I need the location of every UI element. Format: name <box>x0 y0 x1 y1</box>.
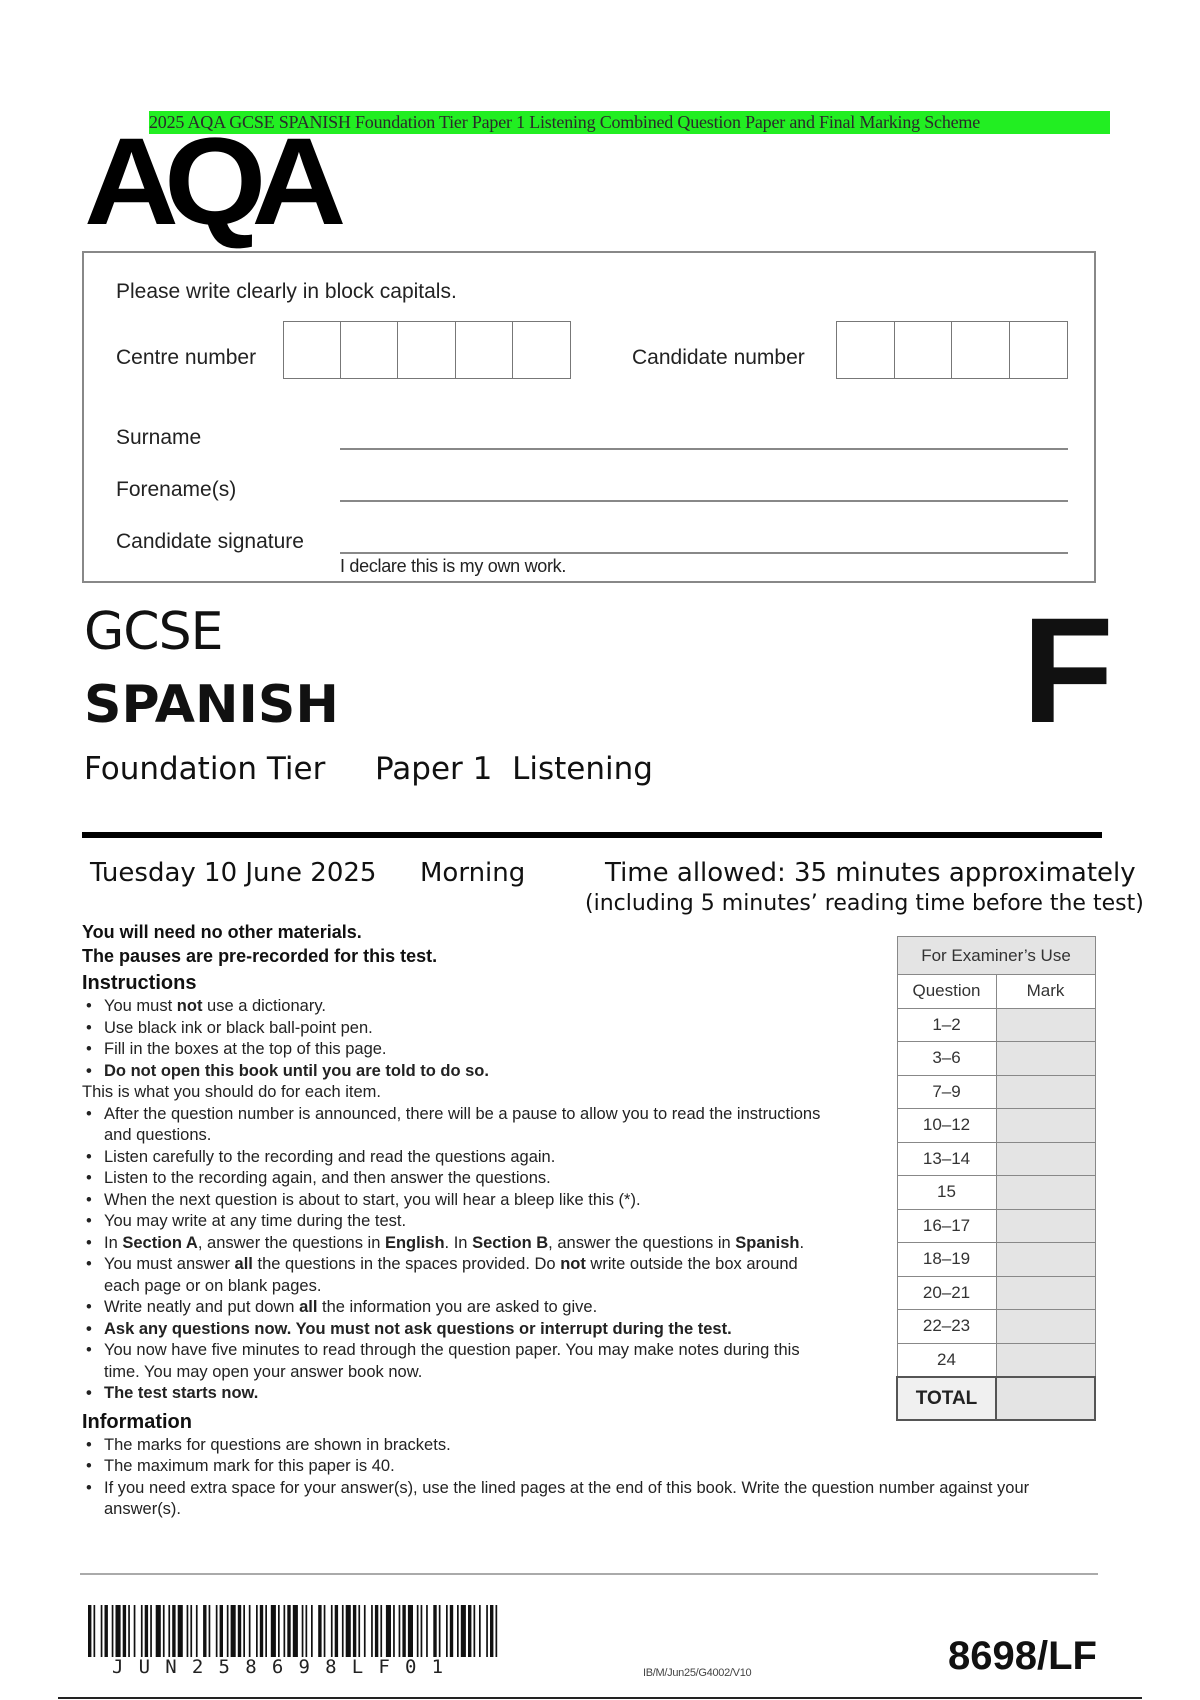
barcode-bar <box>399 1605 401 1657</box>
barcode-bar <box>227 1605 229 1657</box>
barcode-bar <box>486 1605 488 1657</box>
list-item: • Listen carefully to the recording and read the questions again. <box>82 1147 822 1169</box>
barcode-bar <box>318 1605 321 1657</box>
list-item: • The maximum mark for this paper is 40. <box>82 1456 1092 1478</box>
barcode-bar <box>128 1605 130 1657</box>
paper-code: 8698/LF <box>948 1634 1097 1678</box>
table-row <box>897 1243 1095 1277</box>
total-label: TOTAL <box>897 1377 996 1420</box>
barcode-bar <box>187 1605 189 1657</box>
list-item: • After the question number is announced, there will be a pause to allow you to read the instructions and questions. <box>82 1104 822 1147</box>
centre-number-label: Centre number <box>116 346 257 369</box>
surname-input-line[interactable] <box>340 448 1068 450</box>
table-row <box>897 1142 1095 1176</box>
tier-title: Foundation Tier <box>84 751 326 787</box>
materials-line: You will need no other materials. <box>82 922 362 942</box>
table-row <box>897 1109 1095 1143</box>
materials-line: The pauses are pre-recorded for this test. <box>82 946 438 966</box>
list-item: • The marks for questions are shown in brackets. <box>82 1435 1092 1457</box>
barcode-bar <box>353 1605 356 1657</box>
barcode-bar <box>358 1605 360 1657</box>
question-range: 3–6 <box>897 1042 996 1076</box>
qualification-title: GCSE <box>84 602 223 662</box>
barcode-bar <box>271 1605 276 1657</box>
mark-cell[interactable] <box>996 1310 1095 1344</box>
information-list <box>82 1435 1092 1521</box>
candidate-digit-box[interactable] <box>1010 322 1068 378</box>
instructions-list <box>82 996 822 1082</box>
time-note: (including 5 minutes’ reading time before the test) <box>585 891 1144 916</box>
candidate-details-box <box>82 251 1096 583</box>
barcode-bar <box>196 1605 198 1657</box>
centre-digit-box[interactable] <box>456 322 513 378</box>
barcode-bar <box>243 1605 245 1657</box>
table-row <box>897 1310 1095 1344</box>
table-row <box>897 1343 1095 1377</box>
barcode-bar <box>163 1605 165 1657</box>
mark-cell[interactable] <box>996 1209 1095 1243</box>
barcode-bar <box>260 1605 263 1657</box>
table-row <box>897 1276 1095 1310</box>
declaration-text: I declare this is my own work. <box>340 556 567 576</box>
barcode-bar <box>335 1605 338 1657</box>
barcode-bar <box>156 1605 161 1657</box>
centre-digit-box[interactable] <box>341 322 398 378</box>
candidate-number-boxes[interactable] <box>836 321 1068 379</box>
subject-title: SPANISH <box>84 675 339 735</box>
barcode <box>88 1605 500 1657</box>
mark-cell[interactable] <box>996 1343 1095 1377</box>
barcode-bar <box>311 1605 313 1657</box>
barcode-bar <box>421 1605 423 1657</box>
document-title-banner: 2025 AQA GCSE SPANISH Foundation Tier Paper 1 Listening Combined Question Paper and Final Marking Scheme <box>149 111 1110 134</box>
list-item: • In Section A, answer the questions in English. In Section B, answer the questions in Spanish. <box>82 1233 822 1255</box>
table-row <box>897 1042 1095 1076</box>
tier-letter: F <box>1022 586 1114 754</box>
time-allowed: Time allowed: 35 minutes approximately <box>605 858 1136 888</box>
centre-number-boxes[interactable] <box>283 321 571 379</box>
instructions-intro: This is what you should do for each item. <box>82 1083 381 1101</box>
centre-digit-box[interactable] <box>398 322 455 378</box>
barcode-bar <box>380 1605 382 1657</box>
candidate-digit-box[interactable] <box>895 322 953 378</box>
total-row <box>897 1377 1095 1420</box>
surname-label: Surname <box>116 426 202 449</box>
list-item: • You now have five minutes to read through the question paper. You may make notes during this time. You may open your answer book now. <box>82 1340 822 1383</box>
list-item: • You must not use a dictionary. <box>82 996 822 1018</box>
barcode-bar <box>446 1605 448 1657</box>
mark-cell[interactable] <box>996 1243 1095 1277</box>
barcode-bar <box>306 1605 308 1657</box>
barcode-bar <box>203 1605 206 1657</box>
barcode-bar <box>331 1605 333 1657</box>
barcode-bar <box>439 1605 441 1657</box>
barcode-bar <box>134 1605 136 1657</box>
page-bottom-rule <box>58 1697 1142 1699</box>
barcode-bar <box>256 1605 258 1657</box>
question-range: 10–12 <box>897 1109 996 1143</box>
list-item: • Do not open this book until you are told to do so. <box>82 1061 822 1083</box>
barcode-bar <box>116 1605 121 1657</box>
mark-cell[interactable] <box>996 1109 1095 1143</box>
aqa-logo: AQA <box>84 113 332 251</box>
signature-label: Candidate signature <box>116 530 304 553</box>
barcode-bar <box>346 1605 351 1657</box>
table-row <box>897 1008 1095 1042</box>
forename-input-line[interactable] <box>340 500 1068 502</box>
table-row <box>897 1176 1095 1210</box>
information-heading: Information <box>82 1410 192 1433</box>
centre-digit-box[interactable] <box>513 322 570 378</box>
exam-session: Morning <box>420 858 526 888</box>
list-item: • Listen to the recording again, and then answer the questions. <box>82 1168 822 1190</box>
barcode-bar <box>479 1605 481 1657</box>
list-item: • When the next question is about to start, you will hear a bleep like this (*). <box>82 1190 822 1212</box>
list-item: • Use black ink or black ball-point pen. <box>82 1018 822 1040</box>
barcode-bar <box>426 1605 428 1657</box>
candidate-number-label: Candidate number <box>632 346 805 369</box>
barcode-bar <box>172 1605 175 1657</box>
paper-title: Paper 1 Listening <box>375 751 653 787</box>
barcode-bar <box>123 1605 126 1657</box>
barcode-bar <box>190 1605 192 1657</box>
total-mark-cell[interactable] <box>996 1377 1095 1420</box>
question-range: 16–17 <box>897 1209 996 1243</box>
barcode-bar <box>342 1605 344 1657</box>
barcode-bar <box>474 1605 476 1657</box>
barcode-bar <box>468 1605 471 1657</box>
barcode-bar <box>178 1605 183 1657</box>
candidate-digit-box[interactable] <box>837 322 895 378</box>
question-range: 15 <box>897 1176 996 1210</box>
exam-date: Tuesday 10 June 2025 <box>90 858 377 888</box>
title-divider <box>82 832 1102 838</box>
barcode-bar <box>94 1605 96 1657</box>
barcode-bar <box>417 1605 419 1657</box>
list-item: • The test starts now. <box>82 1383 822 1405</box>
barcode-bar <box>287 1605 290 1657</box>
barcode-bar <box>168 1605 170 1657</box>
candidate-digit-box[interactable] <box>952 322 1010 378</box>
barcode-bar <box>450 1605 453 1657</box>
barcode-bar <box>265 1605 267 1657</box>
forename-label: Forename(s) <box>116 478 237 501</box>
footer-divider <box>80 1573 1098 1575</box>
barcode-bar <box>101 1605 103 1657</box>
barcode-bar <box>393 1605 395 1657</box>
barcode-bar <box>216 1605 218 1657</box>
barcode-bar <box>249 1605 251 1657</box>
barcode-bar <box>231 1605 236 1657</box>
list-item: • If you need extra space for your answer(s), use the lined pages at the end of this book. Write the question number against your answer(s). <box>82 1478 1092 1521</box>
list-item: • You must answer all the questions in the spaces provided. Do not write outside the box around each page or on blank pages. <box>82 1254 822 1297</box>
mark-cell[interactable] <box>996 1075 1095 1109</box>
document-reference: IB/M/Jun25/G4002/V10 <box>643 1667 752 1679</box>
examiner-table-title: For Examiner’s Use <box>897 937 1095 975</box>
table-row <box>897 1209 1095 1243</box>
examiner-use-table <box>896 936 1096 1421</box>
question-range: 1–2 <box>897 1008 996 1042</box>
barcode-bar <box>457 1605 459 1657</box>
question-range: 22–23 <box>897 1310 996 1344</box>
instructions-list <box>82 1104 822 1405</box>
barcode-bar <box>220 1605 223 1657</box>
list-item: • Ask any questions now. You must not ask questions or interrupt during the test. <box>82 1319 822 1341</box>
mark-cell[interactable] <box>996 1276 1095 1310</box>
question-range: 20–21 <box>897 1276 996 1310</box>
barcode-bar <box>105 1605 108 1657</box>
barcode-bar <box>402 1605 405 1657</box>
mark-cell[interactable] <box>996 1008 1095 1042</box>
barcode-bar <box>145 1605 148 1657</box>
barcode-bar <box>375 1605 378 1657</box>
question-range: 24 <box>897 1343 996 1377</box>
barcode-bar <box>141 1605 143 1657</box>
barcode-bar <box>461 1605 466 1657</box>
barcode-bar <box>433 1605 436 1657</box>
barcode-bar <box>88 1605 91 1657</box>
barcode-bar <box>490 1605 493 1657</box>
mark-column-header: Mark <box>996 975 1095 1009</box>
question-column-header: Question <box>897 975 996 1009</box>
mark-cell[interactable] <box>996 1142 1095 1176</box>
question-range: 7–9 <box>897 1075 996 1109</box>
barcode-bar <box>112 1605 114 1657</box>
barcode-text: JUN258698LF01 <box>112 1656 459 1678</box>
list-item: • You may write at any time during the test. <box>82 1211 822 1233</box>
barcode-bar <box>238 1605 241 1657</box>
barcode-bar <box>386 1605 391 1657</box>
block-capitals-instruction: Please write clearly in block capitals. <box>116 280 457 303</box>
signature-input-line[interactable] <box>340 552 1068 554</box>
centre-digit-box[interactable] <box>284 322 341 378</box>
list-item: • Fill in the boxes at the top of this page. <box>82 1039 822 1061</box>
question-range: 18–19 <box>897 1243 996 1277</box>
barcode-bar <box>293 1605 298 1657</box>
mark-cell[interactable] <box>996 1176 1095 1210</box>
question-range: 13–14 <box>897 1142 996 1176</box>
mark-cell[interactable] <box>996 1042 1095 1076</box>
barcode-bar <box>364 1605 366 1657</box>
barcode-bar <box>302 1605 304 1657</box>
barcode-bar <box>150 1605 152 1657</box>
barcode-bar <box>209 1605 211 1657</box>
barcode-bar <box>496 1605 498 1657</box>
barcode-bar <box>278 1605 280 1657</box>
instructions-heading: Instructions <box>82 972 197 994</box>
barcode-bar <box>371 1605 373 1657</box>
barcode-bar <box>408 1605 413 1657</box>
barcode-bar <box>284 1605 286 1657</box>
barcode-bar <box>324 1605 326 1657</box>
table-row <box>897 1075 1095 1109</box>
list-item: • Write neatly and put down all the information you are asked to give. <box>82 1297 822 1319</box>
